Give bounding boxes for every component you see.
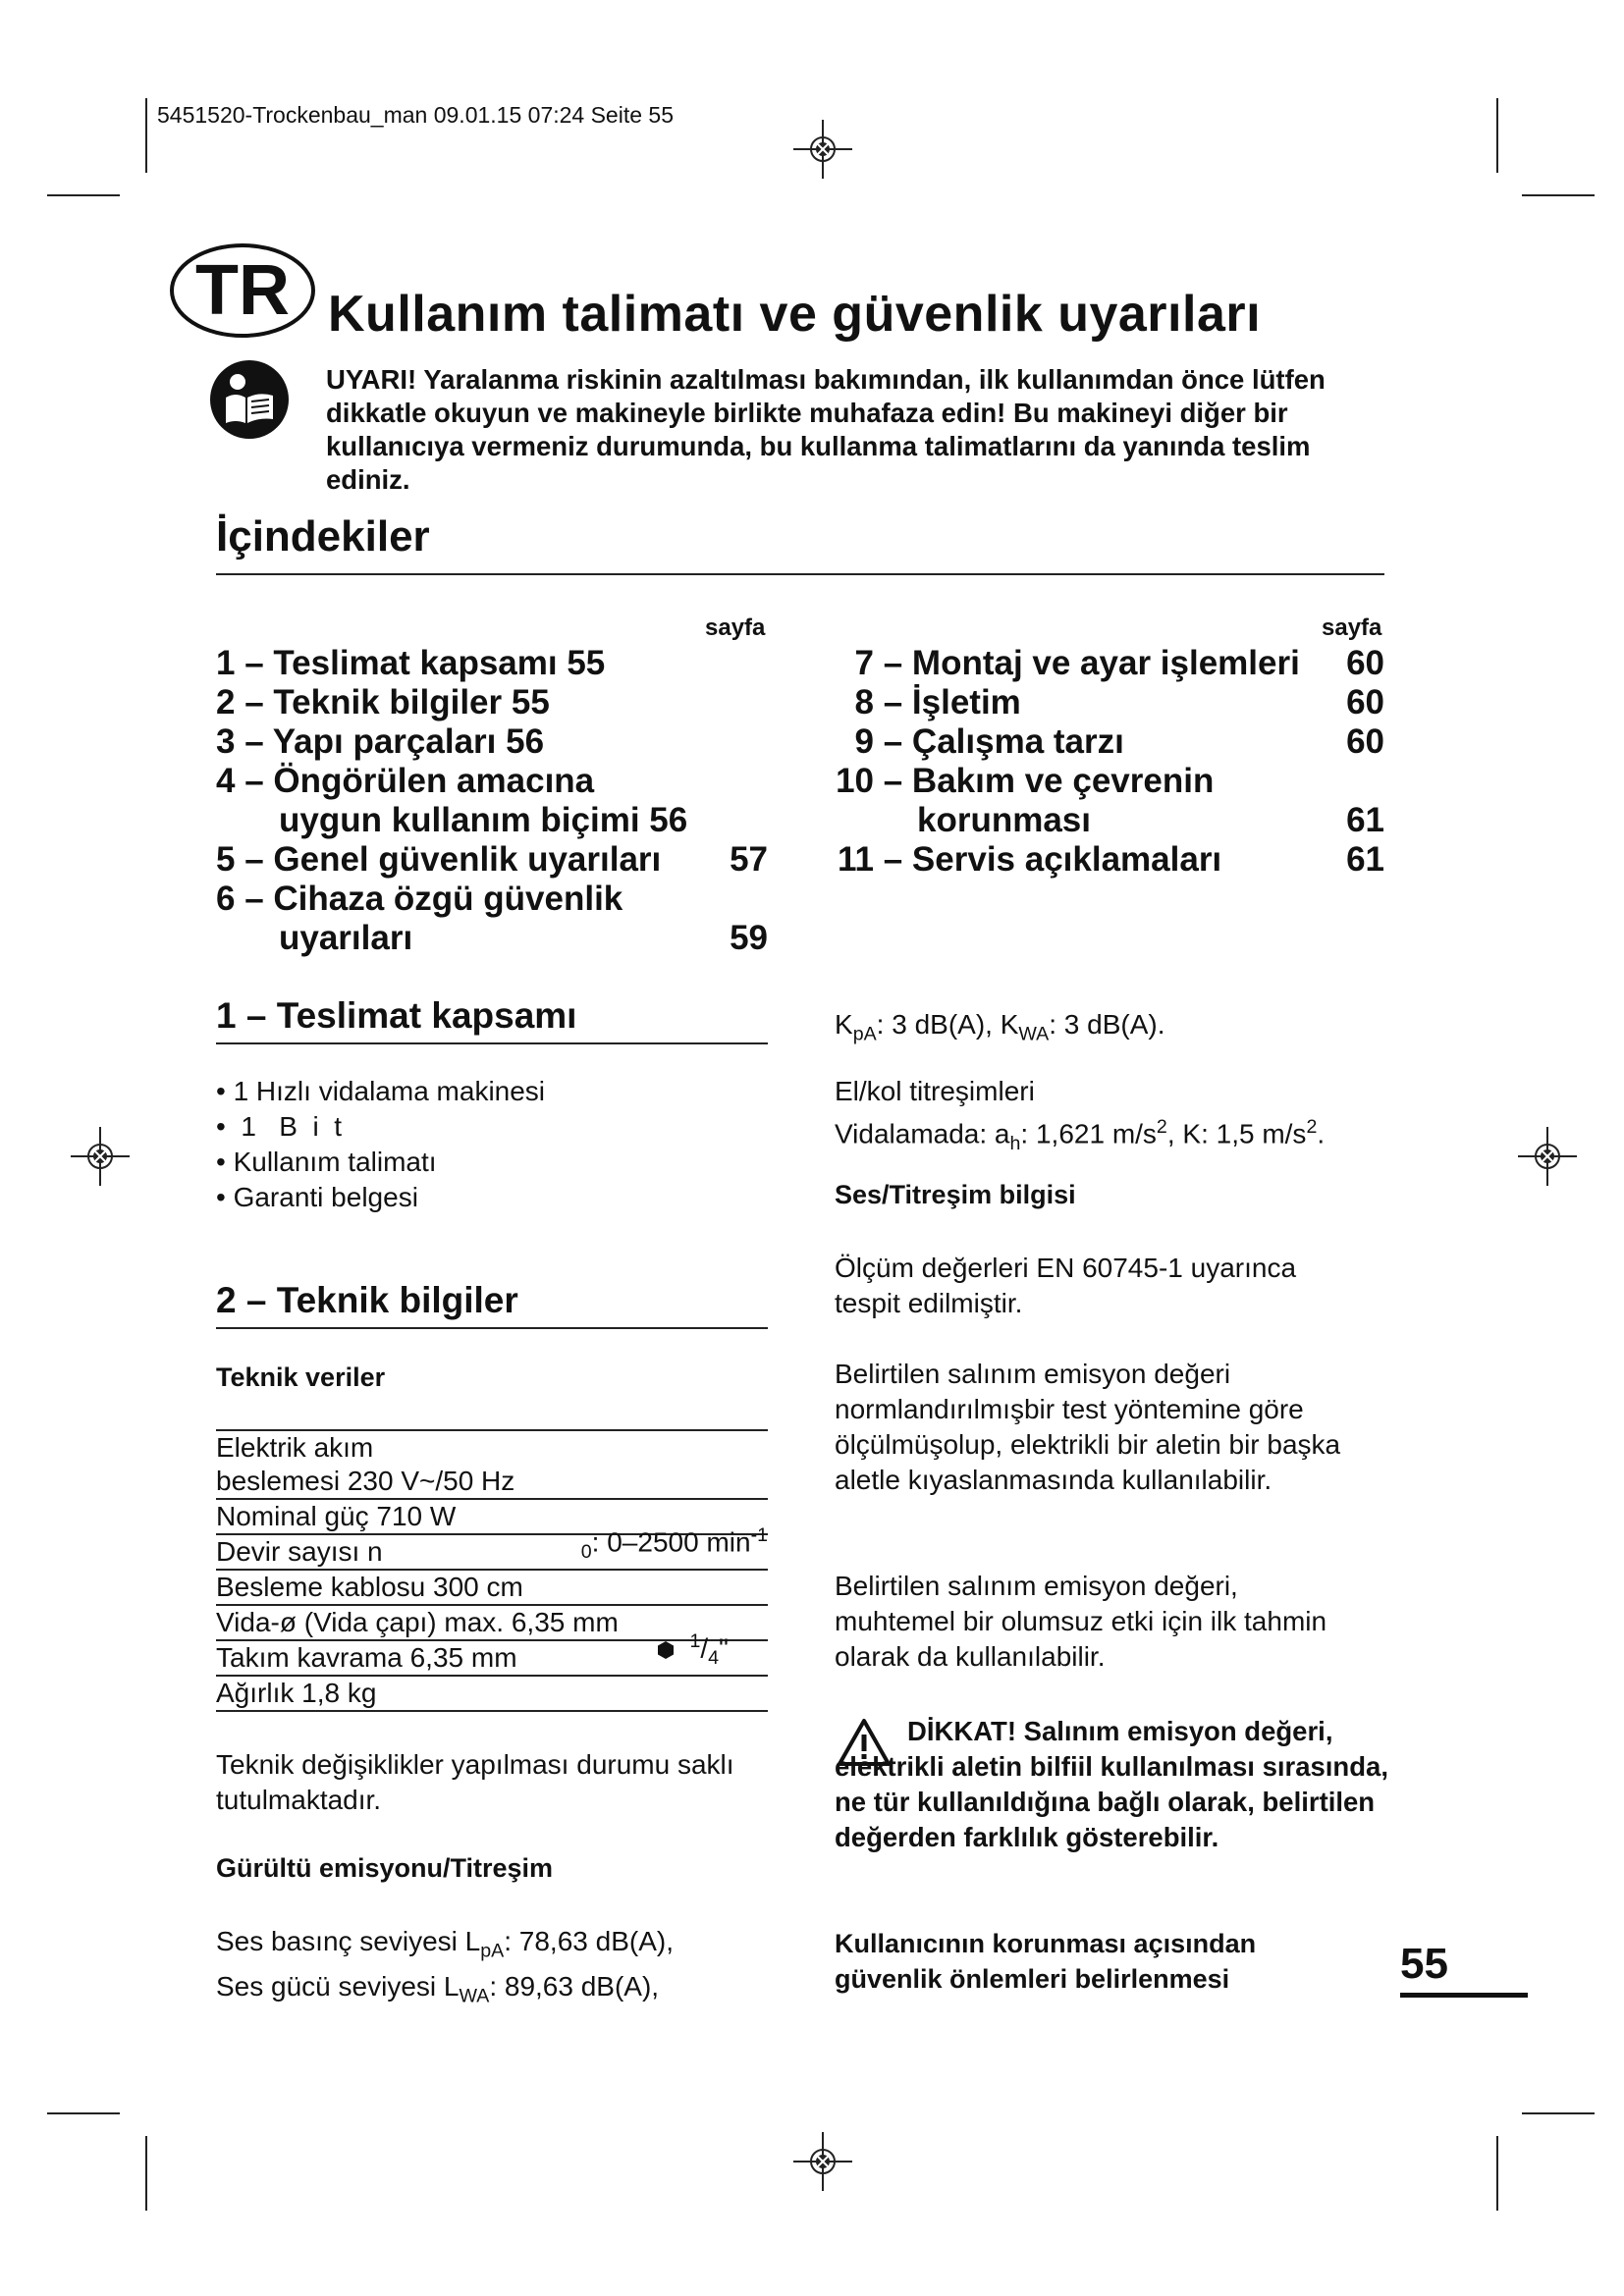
section-1-title: 1 – Teslimat kapsamı — [216, 995, 577, 1036]
spec-value: Vida-ø (Vida çapı) max. 6,35 mm — [216, 1607, 619, 1637]
fraction-numerator: 1 — [689, 1630, 701, 1653]
toc-item-page: 59 — [730, 919, 768, 957]
toc-item-number: 11 — [838, 840, 874, 879]
spec-row — [216, 1677, 768, 1712]
toc-item-label: Bakım ve çevrenin — [911, 762, 1215, 800]
vibration-block — [835, 1074, 1384, 1161]
language-badge — [169, 241, 316, 340]
vibration-info-title: Ses/Titreşim bilgisi — [835, 1180, 1076, 1209]
spec-value-text: : 0–2500 min — [591, 1526, 751, 1558]
toc-item-number: 10 — [836, 762, 874, 800]
toc-item-continuation[interactable] — [216, 801, 768, 840]
noise-subtitle: Gürültü emisyonu/Titreşim — [216, 1853, 554, 1883]
inch-mark: " — [719, 1632, 729, 1664]
spec-row — [216, 1429, 768, 1465]
crop-mark — [145, 98, 147, 173]
toc-item[interactable]: 5 – Genel güvenlik uyarıları 57 — [216, 840, 768, 879]
spec-value: Besleme kablosu 300 cm — [216, 1572, 523, 1602]
toc-item[interactable]: 11 – Servis açıklamaları 61 — [835, 840, 1384, 880]
section-2-rule — [216, 1327, 768, 1329]
toc-title: İçindekiler — [216, 512, 430, 561]
delivery-list — [216, 1074, 545, 1215]
spec-subscript: 0 — [580, 1541, 592, 1563]
section-1-rule — [216, 1042, 768, 1044]
toc-item-label: Öngörülen amacına — [273, 762, 595, 800]
toc-item-continuation[interactable] — [835, 801, 1384, 840]
toc-item[interactable]: 3 – Yapı parçaları 56 — [216, 722, 545, 761]
toc-page-label-right: sayfa — [1322, 614, 1382, 641]
technical-data-subtitle: Teknik veriler — [216, 1362, 386, 1392]
spec-label: Devir sayısı n — [216, 1536, 383, 1567]
crop-mark — [47, 2112, 120, 2114]
toc-item-label: Teknik bilgiler 55 — [273, 683, 550, 721]
toc-item[interactable]: 1 – Teslimat kapsamı 55 — [216, 644, 606, 682]
list-item: • Kullanım talimatı — [216, 1147, 437, 1177]
toc-item-label: korunması — [917, 801, 1091, 839]
spec-label: Takım kavrama 6,35 mm — [216, 1642, 517, 1673]
toc-item-page: 60 — [1346, 722, 1384, 761]
vibration-values: Vidalamada: $a_h$: 1,621 $m/s^2$, K: 1,5 $m/s^2$. — [835, 1116, 1326, 1154]
read-manual-icon — [208, 358, 291, 441]
technical-change-note: Teknik değişiklikler yapılması durumu saklı tutulmaktadır. — [216, 1749, 734, 1815]
spec-value: Ağırlık 1,8 kg — [216, 1678, 377, 1708]
toc-item-number: 5 — [216, 840, 236, 879]
fraction-denominator: 4 — [708, 1647, 720, 1669]
toc-item-continuation[interactable] — [216, 919, 768, 958]
toc-page-label-left: sayfa — [705, 614, 766, 641]
registration-mark-icon — [793, 120, 852, 179]
page-number: 55 — [1400, 1940, 1448, 1988]
registration-mark-icon — [71, 1127, 130, 1186]
toc-item-label: Yapı parçaları 56 — [272, 722, 545, 761]
section-2-title: 2 – Teknik bilgiler — [216, 1280, 518, 1320]
spec-row — [216, 1524, 768, 1571]
toc-item-label: İşletim — [911, 683, 1021, 721]
list-item: • 1 Hızlı vidalama makinesi — [216, 1076, 546, 1106]
toc-item-number: 7 — [854, 644, 874, 682]
spec-table — [216, 1429, 768, 1712]
toc-item[interactable]: 4 – Öngörülen amacına — [216, 762, 595, 800]
crop-mark — [1522, 194, 1595, 196]
warning-text: UYARI! Yaralanma riskinin azaltılması bakımından, ilk kullanımdan önce lütfen dikkatle okuyun ve makineyle birlikte muhafaza edin! Bu makineyi diğer bir kullanıcıya vermeniz durumunda, bu kullanma talimatlarını da yanında teslim ediniz. — [326, 364, 1326, 495]
toc-item-label: Genel güvenlik uyarıları — [273, 840, 662, 879]
toc-item-number: 4 — [216, 762, 236, 800]
toc-item-label: uyarıları — [279, 919, 413, 957]
spec-value: Nominal güç 710 W — [216, 1501, 457, 1531]
vibration-title: El/kol titreşimleri — [835, 1076, 1035, 1106]
toc-item-number: 9 — [854, 722, 874, 761]
print-info: 5451520-Trockenbau_man 09.01.15 07:24 Seite 55 — [157, 102, 674, 128]
spec-value — [581, 1519, 768, 1569]
toc-item[interactable]: 2 – Teknik bilgiler 55 — [216, 683, 550, 721]
uncertainty-line: $K_{pA}$: 3 dB(A), $K_{WA}$: 3 dB(A). — [835, 1009, 1165, 1045]
toc-item-label: Montaj ve ayar işlemleri — [911, 644, 1300, 682]
registration-mark-icon — [1518, 1127, 1577, 1186]
toc-item-number: 2 — [216, 683, 236, 721]
toc-item[interactable]: 7 – Montaj ve ayar işlemleri 60 — [835, 644, 1384, 683]
protection-title: Kullanıcının korunması açısından güvenlik önlemleri belirlenmesi — [835, 1929, 1257, 1994]
toc-item-page: 60 — [1346, 683, 1384, 721]
caution-text: DİKKAT! Salınım emisyon değeri, elektrikli aletin bilfiil kullanılması sırasında, ne tür kullanıldığına bağlı olarak, belirtilen değerden farklılık gösterebilir. — [835, 1716, 1388, 1852]
toc-item-number: 3 — [216, 722, 236, 761]
sound-pressure-line: Ses basınç seviyesi $L_{pA}$: 78,63 dB(A), — [216, 1926, 674, 1962]
toc-item[interactable]: 9 – Çalışma tarzı 60 — [835, 722, 1384, 762]
toc-item-page: 57 — [730, 840, 768, 879]
hex-shank-icon — [656, 1640, 676, 1660]
toc-item-page: 61 — [1346, 840, 1384, 879]
toc-item-number: 8 — [854, 683, 874, 721]
toc-item[interactable]: 8 – İşletim 60 — [835, 683, 1384, 722]
spec-value: beslemesi 230 V~/50 Hz — [216, 1466, 515, 1496]
toc-item-page: 60 — [1346, 644, 1384, 682]
toc-item-page: 61 — [1346, 801, 1384, 839]
toc-item-label: Teslimat kapsamı 55 — [273, 644, 606, 682]
toc-item[interactable]: 6 – Cihaza özgü güvenlik — [216, 880, 623, 918]
crop-mark — [145, 2136, 147, 2211]
toc-left-column — [216, 644, 768, 958]
paragraph-estimate: Belirtilen salınım emisyon değeri, muhtemel bir olumsuz etki için ilk tahmin olarak da kullanılabilir. — [835, 1571, 1327, 1672]
list-item: • 1 B i t — [216, 1111, 343, 1142]
crop-mark — [1496, 2136, 1498, 2211]
toc-item[interactable]: 10 – Bakım ve çevrenin — [836, 762, 1215, 800]
crop-mark — [1522, 2112, 1595, 2114]
toc-item-label: Çalışma tarzı — [911, 722, 1124, 761]
toc-rule — [216, 573, 1384, 575]
list-item: • Garanti belgesi — [216, 1182, 418, 1212]
spec-row — [216, 1571, 768, 1606]
toc-right-column — [835, 644, 1384, 880]
crop-mark — [1496, 98, 1498, 173]
toc-item-label: uygun kullanım biçimi 56 — [279, 801, 688, 839]
crop-mark — [47, 194, 120, 196]
registration-mark-icon — [793, 2132, 852, 2191]
language-badge-text: TR — [195, 251, 290, 330]
paragraph-emission-value: Belirtilen salınım emisyon değeri normlandırılmışbir test yöntemine göre ölçülmüşolup, elektrikli bir aletin bir başka aletle kıyaslanmasında kullanılabilir. — [835, 1359, 1341, 1495]
spec-value: $^1/_4$" — [656, 1625, 729, 1675]
toc-item-number: 6 — [216, 880, 236, 918]
toc-item-number: 1 — [216, 644, 236, 682]
paragraph-measurement: Ölçüm değerleri EN 60745-1 uyarınca tespit edilmiştir. — [835, 1253, 1297, 1318]
toc-item-label: Servis açıklamaları — [911, 840, 1222, 879]
spec-row — [216, 1465, 768, 1500]
toc-item-label: Cihaza özgü güvenlik — [273, 880, 623, 918]
sound-power-line: Ses gücü seviyesi $L_{WA}$: 89,63 dB(A), — [216, 1970, 660, 2007]
spec-row — [216, 1630, 768, 1677]
spec-superscript: -1 — [750, 1524, 768, 1547]
page-title: Kullanım talimatı ve güvenlik uyarıları — [328, 286, 1262, 343]
noise-values — [216, 1924, 768, 2013]
spec-label: Elektrik akım — [216, 1432, 374, 1463]
page-number-rule — [1400, 1993, 1528, 1998]
